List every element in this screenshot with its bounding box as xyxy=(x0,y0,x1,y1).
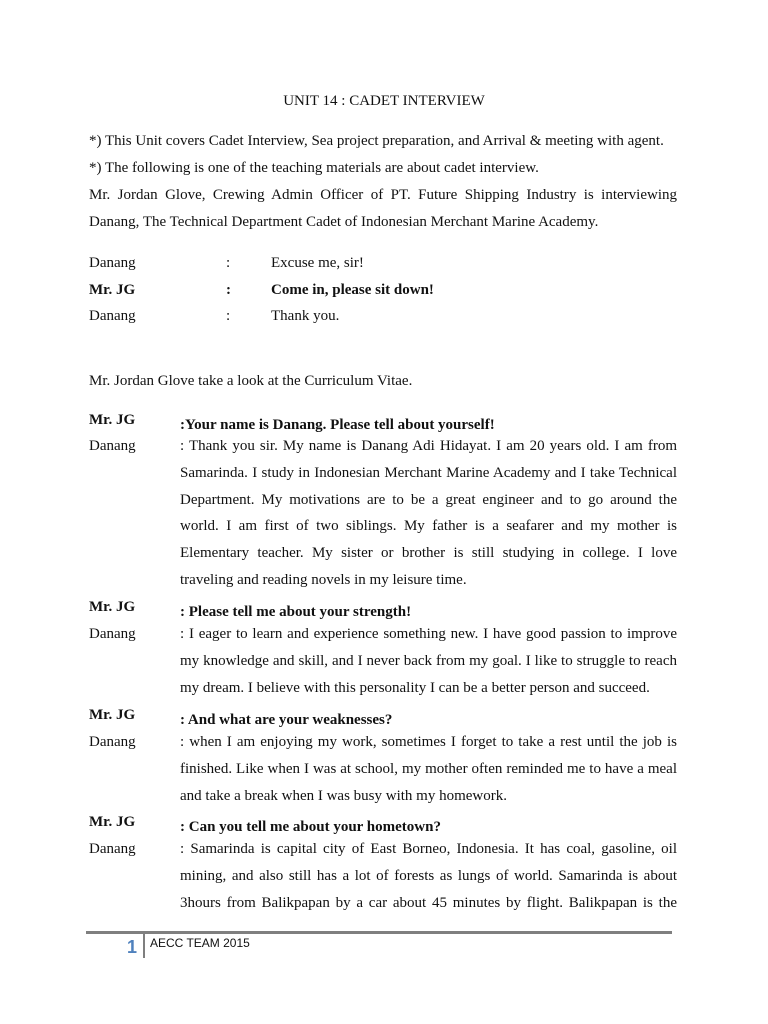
speaker-name: Danang xyxy=(89,626,136,642)
utterance: : Thank you sir. My name is Danang Adi Hidayat. I am 20 years old. I am from Samarinda. I study in Indonesian Merchant Marine Academy and I take Technical Department. My motivations are to be a great engineer and to go around the world. I am first of two siblings. My father is a seafarer and my mother is Elementary teacher. My sister or brother is still studying in college. I love traveling and reading novels in my leisure time. xyxy=(180,438,677,588)
intro-block xyxy=(89,128,677,236)
footer-team: AECC TEAM 2015 xyxy=(150,936,250,950)
speaker-name: Danang xyxy=(89,308,136,324)
footer-separator xyxy=(143,934,145,958)
narration: Mr. Jordan Glove take a look at the Curriculum Vitae. xyxy=(89,373,413,389)
utterance: Come in, please sit down! xyxy=(271,282,434,298)
footer-divider xyxy=(86,931,672,934)
speaker-name: Mr. JG xyxy=(89,707,136,723)
speaker-name: Mr. JG xyxy=(89,412,136,428)
speaker-name: Mr. JG xyxy=(89,599,136,615)
separator-colon: : xyxy=(226,282,231,298)
page-title: UNIT 14 : CADET INTERVIEW xyxy=(283,93,485,109)
page-number: 1 xyxy=(126,937,137,957)
separator-colon: : xyxy=(226,308,231,324)
speaker-name: Mr. JG xyxy=(89,282,136,298)
speaker-name: Danang xyxy=(89,255,136,271)
utterance: : Can you tell me about your hometown? xyxy=(180,819,441,835)
speaker-name: Danang xyxy=(89,734,136,750)
utterance: : Samarinda is capital city of East Borneo, Indonesia. It has coal, gasoline, oil mining, and also still has a lot of forests as lungs of world. Samarinda is about 3hours from Balikpapan by a car about 45 minutes by flight. Balikpapan is the xyxy=(180,841,677,911)
utterance: :Your name is Danang. Please tell about yourself! xyxy=(180,417,495,433)
utterance: Excuse me, sir! xyxy=(271,255,364,271)
speaker-name: Danang xyxy=(89,438,136,454)
separator-colon: : xyxy=(226,255,231,271)
intro-line-1: *) This Unit covers Cadet Interview, Sea project preparation, and Arrival & meeting with agent. xyxy=(89,133,664,149)
utterance: : And what are your weaknesses? xyxy=(180,712,393,728)
intro-paragraph: Mr. Jordan Glove, Crewing Admin Officer of PT. Future Shipping Industry is interviewing Danang, The Technical Department Cadet of Indonesian Merchant Marine Academy. xyxy=(89,187,677,230)
speaker-name: Danang xyxy=(89,841,136,857)
utterance: : when I am enjoying my work, sometimes I forget to take a rest until the job is finished. Like when I was at school, my mother often reminded me to have a meal and take a break when I was busy with my homework. xyxy=(180,734,677,804)
intro-line-2: *) The following is one of the teaching materials are about cadet interview. xyxy=(89,160,539,176)
speaker-name: Mr. JG xyxy=(89,814,136,830)
utterance: : Please tell me about your strength! xyxy=(180,604,412,620)
utterance: Thank you. xyxy=(271,308,340,324)
utterance: : I eager to learn and experience something new. I have good passion to improve my knowledge and skill, and I never back from my goal. I like to struggle to reach my dream. I believe with this personality I can be a better person and succeed. xyxy=(180,626,677,696)
